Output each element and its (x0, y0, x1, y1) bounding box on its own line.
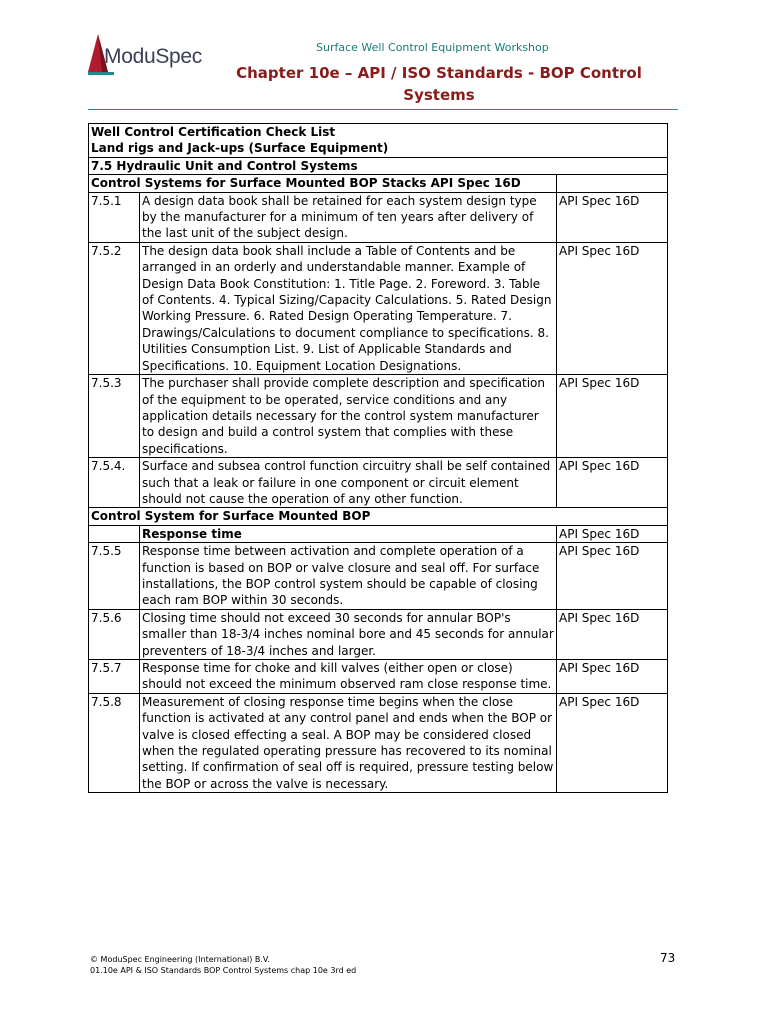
table-row (89, 458, 668, 508)
section-heading: 7.5 Hydraulic Unit and Control Systems (89, 157, 668, 174)
item-number: 7.5.3 (89, 375, 140, 458)
item-reference: API Spec 16D (557, 543, 668, 610)
logo-text: ModuSpec (104, 45, 202, 68)
item-text: The design data book shall include a Table of Contents and be arranged in an orderly and understandable manner. Example of Design Data Book Constitution: 1. Title Page. 2. Foreword. 3. Table of Contents. 4. Typical Sizing/Capacity Calculations. 5. Rated Design Working Pressure. 6. Rated Design Operating Temperature. 7. Drawings/Calculations to document compliance to specifications. 8. Utilities Consumption List. 9. List of Applicable Standards and Specifications. 10. Equipment Location Designations. (140, 242, 557, 374)
item-number: 7.5.2 (89, 242, 140, 374)
item-reference: API Spec 16D (557, 609, 668, 659)
item-number: 7.5.4. (89, 458, 140, 508)
workshop-title: Surface Well Control Equipment Workshop (316, 41, 549, 54)
item-number: 7.5.5 (89, 543, 140, 610)
item-reference: API Spec 16D (557, 458, 668, 508)
item-number: 7.5.8 (89, 693, 140, 792)
item-text: A design data book shall be retained for each system design type by the manufacturer for a minimum of ten years after delivery of the last unit of the subject design. (140, 192, 557, 242)
item-number: 7.5.6 (89, 609, 140, 659)
table-row (89, 242, 668, 374)
table-row (89, 543, 668, 610)
item-reference: API Spec 16D (557, 192, 668, 242)
item-text: Surface and subsea control function circuitry shall be self contained such that a leak or failure in one component or circuit element should not cause the operation of any other function. (140, 458, 557, 508)
item-text: Measurement of closing response time begins when the close function is activated at any control panel and ends when the BOP or valve is closed effecting a seal. A BOP may be considered closed when the regulated operating pressure has recovered to its nominal setting. If confirmation of seal off is required, pressure testing below the BOP or across the valve is necessary. (140, 693, 557, 792)
item-reference: API Spec 16D (557, 242, 668, 374)
item-reference: API Spec 16D (557, 660, 668, 694)
response-time-row (89, 525, 668, 542)
header-divider (88, 109, 678, 110)
checklist-title-row (89, 124, 668, 158)
item-reference: API Spec 16D (557, 375, 668, 458)
empty-number-cell (89, 525, 140, 542)
item-text: The purchaser shall provide complete description and specification of the equipment to be operated, service conditions and any application details necessary for the control system manufacturer to design and build a control system that complies with these specifications. (140, 375, 557, 458)
response-time-heading: Response time (140, 525, 557, 542)
item-number: 7.5.1 (89, 192, 140, 242)
footer-doc-ref: 01.10e API & ISO Standards BOP Control Systems chap 10e 3rd ed (90, 966, 357, 975)
item-reference: API Spec 16D (557, 693, 668, 792)
checklist-table (88, 123, 668, 793)
footer-copyright: © ModuSpec Engineering (International) B.V. (90, 955, 270, 964)
item-number: 7.5.7 (89, 660, 140, 694)
empty-ref-cell (557, 175, 668, 192)
table-row (89, 693, 668, 792)
item-text: Closing time should not exceed 30 seconds for annular BOP's smaller than 18-3/4 inches nominal bore and 45 seconds for annular preventers of 18-3/4 inches and larger. (140, 609, 557, 659)
chapter-title: Chapter 10e – API / ISO Standards - BOP Control Systems (236, 64, 642, 104)
page-number: 73 (660, 951, 676, 965)
table-row (89, 609, 668, 659)
table-row (89, 375, 668, 458)
subsection-heading: Control Systems for Surface Mounted BOP Stacks API Spec 16D (89, 175, 557, 192)
item-reference: API Spec 16D (557, 525, 668, 542)
item-text: Response time for choke and kill valves (either open or close) should not exceed the minimum observed ram close response time. (140, 660, 557, 694)
checklist-subtitle: Land rigs and Jack-ups (Surface Equipment) (91, 141, 389, 156)
section-row (89, 157, 668, 174)
subsection-heading: Control System for Surface Mounted BOP (89, 508, 668, 525)
checklist-title: Well Control Certification Check List (91, 125, 336, 139)
subsection-row (89, 508, 668, 525)
table-row (89, 192, 668, 242)
footer (90, 954, 356, 976)
moduspec-logo (88, 34, 208, 78)
table-row (89, 660, 668, 694)
item-text: Response time between activation and complete operation of a function is based on BOP or valve closure and seal off. For surface installations, the BOP control system should be capable of closing each ram BOP within 30 seconds. (140, 543, 557, 610)
subsection-row (89, 175, 668, 192)
